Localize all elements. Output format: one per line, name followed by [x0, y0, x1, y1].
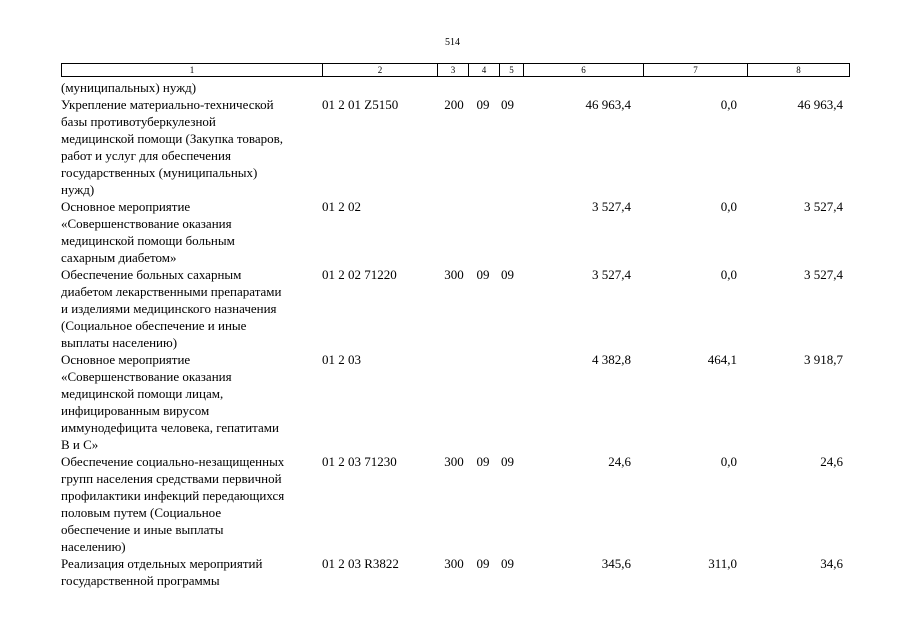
row-col5: 09: [501, 267, 514, 282]
table-row: [61, 198, 849, 266]
row-col6: 24,6: [608, 454, 631, 469]
column-number-header: [61, 63, 850, 77]
row-col5: 09: [501, 556, 514, 571]
row-col3: 300: [444, 556, 464, 571]
row-code: 01 2 01 Z5150: [322, 97, 399, 112]
row-col6: 3 527,4: [592, 267, 631, 282]
table-row: [61, 351, 849, 453]
row-code: 01 2 03: [322, 352, 361, 367]
row-col8: 46 963,4: [797, 97, 843, 112]
header-col-7: 7: [644, 64, 748, 77]
header-col-6: 6: [524, 64, 644, 77]
row-col8: 34,6: [820, 556, 843, 571]
header-col-4: 4: [469, 64, 500, 77]
row-col5: 09: [501, 454, 514, 469]
row-col6: 3 527,4: [592, 199, 631, 214]
row-col7: 0,0: [720, 97, 737, 112]
table-row: [61, 266, 849, 351]
row-name: Основное мероприятие «Совершенствование оказания медицинской помощи лицам, инфицированным вирусом иммунодефицита человека, гепатитами В и С»: [61, 352, 279, 452]
header-col-1: 1: [62, 64, 323, 77]
row-col6: 46 963,4: [585, 97, 631, 112]
row-col6: 345,6: [601, 556, 631, 571]
page-number: 514: [445, 37, 460, 48]
row-col7: 311,0: [708, 556, 737, 571]
row-col4: 09: [476, 97, 490, 112]
row-col5: 09: [501, 97, 514, 112]
row-col8: 24,6: [820, 454, 843, 469]
row-code: 01 2 02 71220: [322, 267, 397, 282]
row-col8: 3 527,4: [804, 199, 843, 214]
row-col7: 0,0: [720, 454, 737, 469]
row-col3: 200: [444, 97, 464, 112]
row-col8: 3 527,4: [804, 267, 843, 282]
row-col8: 3 918,7: [804, 352, 843, 367]
header-col-2: 2: [323, 64, 438, 77]
table-row: [61, 555, 849, 589]
row-col4: 09: [476, 556, 490, 571]
row-name: (муниципальных) нужд): [61, 80, 197, 95]
header-col-3: 3: [438, 64, 469, 77]
row-code: 01 2 03 R3822: [322, 556, 399, 571]
row-col7: 0,0: [720, 267, 737, 282]
budget-table-body: [61, 79, 849, 589]
row-col4: 09: [476, 267, 490, 282]
row-name: Основное мероприятие «Совершенствование оказания медицинской помощи больным сахарным диабетом»: [61, 199, 235, 265]
row-col4: 09: [476, 454, 490, 469]
row-code: 01 2 03 71230: [322, 454, 397, 469]
header-col-5: 5: [500, 64, 524, 77]
row-name: Укрепление материально-технической базы противотуберкулезной медицинской помощи (Закупка товаров, работ и услуг для обеспечения государственных (муниципальных) нужд): [61, 97, 284, 197]
table-row: [61, 453, 849, 555]
row-code: 01 2 02: [322, 199, 361, 214]
row-name: Обеспечение больных сахарным диабетом лекарственными препаратами и изделиями медицинского назначения (Социальное обеспечение и иные выплаты населению): [61, 267, 282, 350]
row-col3: 300: [444, 454, 464, 469]
table-row: [61, 79, 849, 96]
row-col7: 464,1: [707, 352, 737, 367]
row-col3: 300: [444, 267, 464, 282]
row-name: Реализация отдельных мероприятий государственной программы: [61, 556, 263, 588]
header-col-8: 8: [748, 64, 850, 77]
table-row: [61, 96, 849, 198]
row-col6: 4 382,8: [592, 352, 631, 367]
row-name: Обеспечение социально-незащищенных групп населения средствами первичной профилактики инфекций передающихся половым путем (Социальное обеспечение и иные выплаты населению): [61, 454, 285, 554]
row-col7: 0,0: [720, 199, 737, 214]
